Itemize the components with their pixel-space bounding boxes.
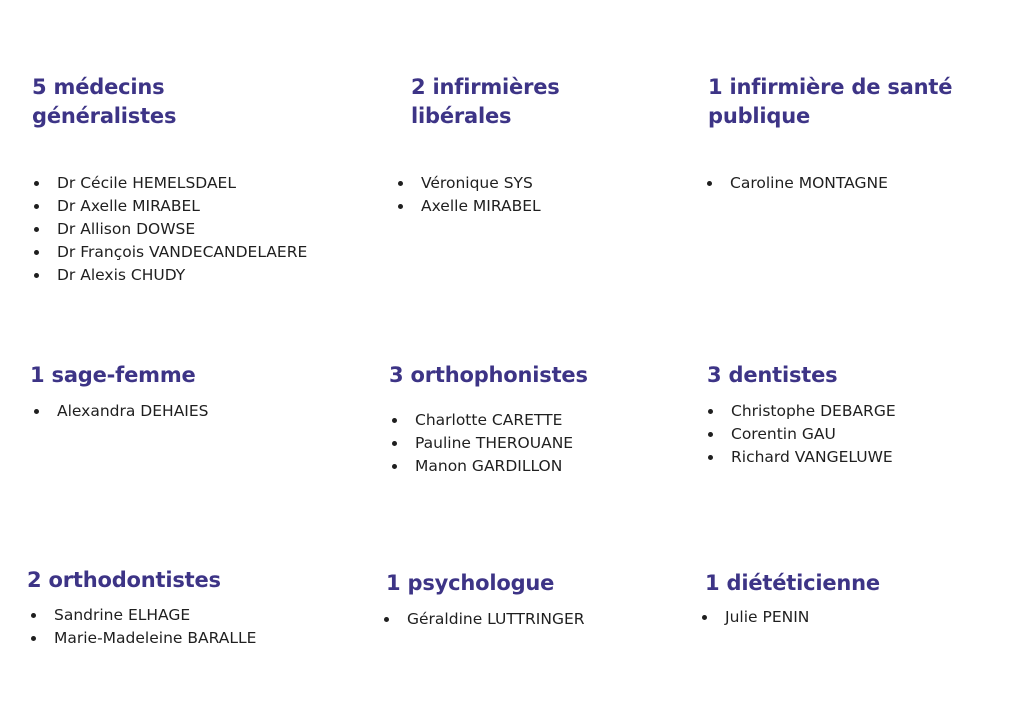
bullet-icon [384,617,389,622]
section-dieteticienne [705,569,880,598]
list-item-text: Marie-Madeleine BARALLE [54,629,257,647]
list-item [32,400,209,423]
bullet-icon [31,613,36,618]
list-item [396,195,541,218]
infirmiere-sante-publique-list [705,172,888,195]
bullet-icon [392,418,397,423]
bullet-icon [34,273,39,278]
list-item [32,172,307,195]
section-heading [386,569,554,598]
list-item [32,218,307,241]
section-infirmiere-sante-publique [708,73,952,131]
list-item-text: Dr François VANDECANDELAERE [57,243,308,261]
bullet-icon [34,204,39,209]
list-item [390,432,573,455]
heading-line-1: 2 infirmières [411,75,560,99]
list-item [700,606,809,629]
section-heading [707,361,837,390]
bullet-icon [392,464,397,469]
list-item-text: Dr Alexis CHUDY [57,266,186,284]
dentistes-list [706,400,896,469]
section-heading [32,73,176,131]
heading-line-2: publique [708,104,811,128]
section-heading [708,73,952,131]
list-item-text: Véronique SYS [421,174,533,192]
list-item-text: Christophe DEBARGE [731,402,896,420]
list-item [29,627,256,650]
section-psychologue [386,569,554,598]
bullet-icon [34,181,39,186]
section-sage-femme [30,361,196,390]
bullet-icon [34,227,39,232]
list-item-text: Axelle MIRABEL [421,197,541,215]
bullet-icon [398,181,403,186]
heading-line-2: libérales [411,104,512,128]
list-item [706,400,896,423]
list-item [706,446,896,469]
list-item [390,409,573,432]
list-item-text: Pauline THEROUANE [415,434,574,452]
bullet-icon [702,615,707,620]
list-item-text: Dr Cécile HEMELSDAEL [57,174,236,192]
section-heading [705,569,880,598]
list-item [29,604,256,627]
list-item-text: Dr Axelle MIRABEL [57,197,200,215]
heading-line-1: 3 dentistes [707,363,838,387]
bullet-icon [392,441,397,446]
heading-line-2: généralistes [32,104,177,128]
section-heading [411,73,560,131]
psychologue-list [382,608,585,631]
bullet-icon [707,181,712,186]
list-item-text: Caroline MONTAGNE [730,174,888,192]
list-item-text: Julie PENIN [725,608,810,626]
orthophonistes-list [390,409,573,478]
sage-femme-list [32,400,209,423]
heading-line-1: 3 orthophonistes [389,363,588,387]
section-heading [389,361,588,390]
list-item [32,264,307,287]
bullet-icon [31,636,36,641]
list-item [706,423,896,446]
heading-line-1: 1 infirmière de santé [708,75,953,99]
section-infirmieres-liberales [411,73,560,131]
list-item [32,195,307,218]
list-item-text: Sandrine ELHAGE [54,606,191,624]
list-item [32,241,307,264]
heading-line-1: 1 sage-femme [30,363,196,387]
list-item-text: Géraldine LUTTRINGER [407,610,585,628]
heading-line-1: 1 psychologue [386,571,555,595]
heading-line-1: 1 diététicienne [705,571,880,595]
section-medecins [32,73,176,131]
list-item-text: Dr Allison DOWSE [57,220,196,238]
list-item-text: Alexandra DEHAIES [57,402,209,420]
section-heading [30,361,196,390]
bullet-icon [34,250,39,255]
list-item [705,172,888,195]
section-orthophonistes [389,361,588,390]
dieteticienne-list [700,606,809,629]
section-heading [27,566,221,595]
bullet-icon [708,409,713,414]
medecins-list [32,172,307,287]
orthodontistes-list [29,604,256,650]
heading-line-1: 2 orthodontistes [27,568,221,592]
list-item-text: Richard VANGELUWE [731,448,893,466]
heading-line-1: 5 médecins [32,75,165,99]
section-dentistes [707,361,837,390]
section-orthodontistes [27,566,221,595]
list-item-text: Charlotte CARETTE [415,411,563,429]
bullet-icon [708,432,713,437]
list-item-text: Manon GARDILLON [415,457,563,475]
bullet-icon [708,455,713,460]
infirmieres-liberales-list [396,172,541,218]
list-item [390,455,573,478]
list-item-text: Corentin GAU [731,425,836,443]
bullet-icon [34,409,39,414]
list-item [396,172,541,195]
list-item [382,608,585,631]
bullet-icon [398,204,403,209]
